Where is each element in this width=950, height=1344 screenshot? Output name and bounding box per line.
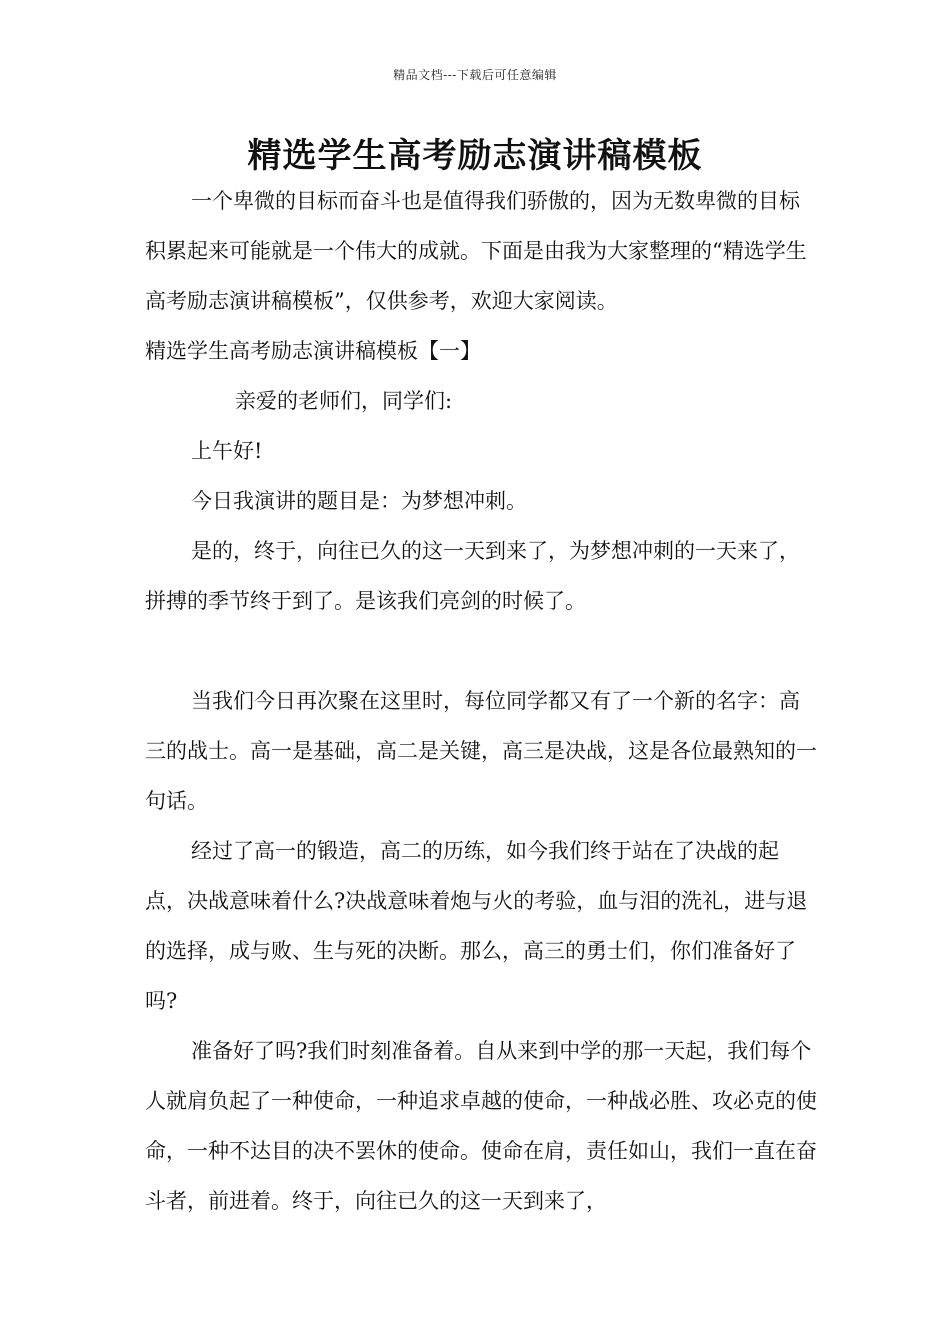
greeting: 上午好!	[191, 439, 263, 463]
body-paragraph: 当我们今日再次聚在这里时，每位同学都又有了一个新的名字：高三的战士。高一是基础，高二是关键，高三是决战，这是各位最熟知的一句话。	[145, 689, 817, 813]
body-paragraph: 准备好了吗?我们时刻准备着。自从来到中学的那一天起，我们每个人就肩负起了一种使命，一种追求卓越的使命，一种战必胜、攻必克的使命，一种不达目的决不罢休的使命。使命在肩，责任如山，我们一直在奋斗者，前进着。终于，向往已久的这一天到来了，	[145, 1039, 817, 1213]
document-title: 精选学生高考励志演讲稿模板	[247, 136, 703, 176]
salutation: 亲爱的老师们，同学们:	[235, 389, 453, 413]
section-heading: 精选学生高考励志演讲稿模板【一】	[145, 339, 481, 363]
body-paragraph: 经过了高一的锻造，高二的历练，如今我们终于站在了决战的起点，决战意味着什么?决战意味着炮与火的考验，血与泪的洗礼，进与退的选择，成与败、生与死的决断。那么，高三的勇士们，你们准备好了吗?	[145, 839, 808, 1013]
speech-topic: 今日我演讲的题目是：为梦想冲刺。	[191, 489, 527, 513]
body-paragraph: 是的，终于，向往已久的这一天到来了，为梦想冲刺的一天来了，拼搏的季节终于到了。是该我们亮剑的时候了。	[145, 539, 800, 613]
paragraph-gap	[145, 626, 820, 676]
intro-paragraph: 一个卑微的目标而奋斗也是值得我们骄傲的，因为无数卑微的目标积累起来可能就是一个伟大的成就。下面是由我为大家整理的“精选学生高考励志演讲稿模板”，仅供参考，欢迎大家阅读。	[145, 189, 807, 313]
document-body	[145, 176, 820, 1226]
page-header: 精品文档---下载后可任意编辑	[393, 68, 557, 82]
